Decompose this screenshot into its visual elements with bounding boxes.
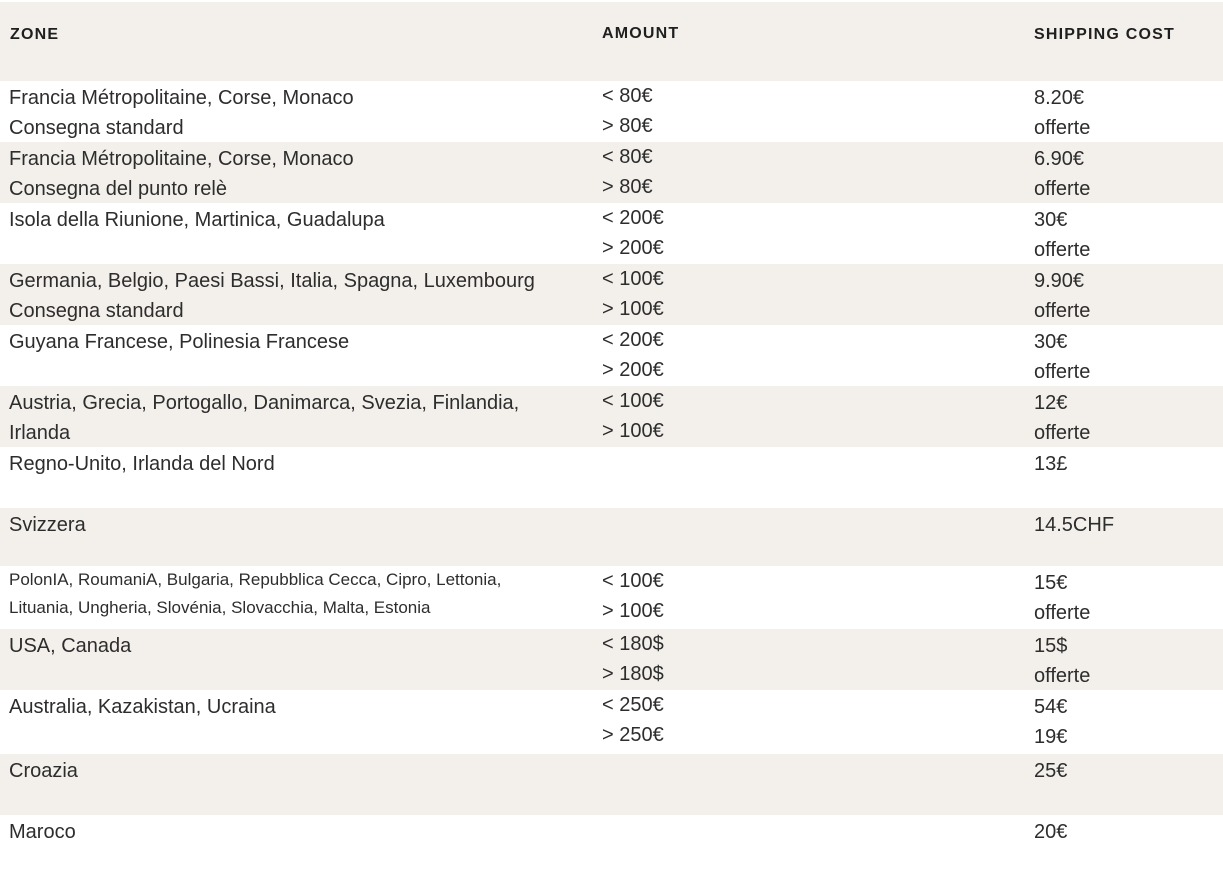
header-shipping-cost: SHIPPING COST	[1034, 26, 1175, 43]
amount-cell-line: > 250€	[602, 724, 664, 746]
amount-cell-line: > 200€	[602, 359, 664, 381]
amount-cell-line: < 200€	[602, 207, 664, 229]
zone-cell	[9, 692, 276, 722]
amount-cell	[602, 142, 653, 202]
amount-cell	[602, 264, 664, 324]
shipping-cost-cell	[1034, 83, 1090, 143]
table-row	[0, 566, 1223, 629]
amount-cell-line: < 200€	[602, 329, 664, 351]
amount-cell-line: < 80€	[602, 146, 653, 168]
shipping-cost-cell	[1034, 449, 1067, 479]
table-row	[0, 203, 1223, 264]
shipping-cost-cell-line: 15$	[1034, 635, 1068, 657]
amount-cell-line: < 180$	[602, 633, 664, 655]
shipping-cost-cell-line: offerte	[1034, 665, 1091, 687]
shipping-cost-cell-line: offerte	[1034, 178, 1091, 200]
shipping-cost-cell	[1034, 692, 1067, 752]
shipping-cost-cell-line: 25€	[1034, 760, 1068, 782]
table-row	[0, 325, 1223, 386]
zone-cell-line: PolonIA, RoumaniA, Bulgaria, Repubblica Cecca, Cipro, Lettonia,	[9, 570, 502, 589]
shipping-cost-cell-line: 19€	[1034, 726, 1068, 748]
shipping-cost-cell-line: 54€	[1034, 696, 1068, 718]
shipping-cost-cell	[1034, 266, 1090, 326]
shipping-cost-cell	[1034, 756, 1067, 786]
zone-cell-line: Isola della Riunione, Martinica, Guadalupa	[9, 209, 385, 231]
shipping-cost-cell-line: 6.90€	[1034, 148, 1085, 170]
shipping-cost-cell	[1034, 144, 1090, 204]
amount-cell	[602, 81, 653, 141]
shipping-cost-cell-line: offerte	[1034, 602, 1091, 624]
table-header	[0, 0, 1223, 81]
shipping-cost-cell	[1034, 205, 1090, 265]
table-row	[0, 629, 1223, 690]
shipping-cost-cell	[1034, 327, 1090, 387]
zone-cell-line: Francia Métropolitaine, Corse, Monaco	[9, 87, 354, 109]
shipping-cost-cell	[1034, 510, 1114, 540]
zone-cell	[9, 566, 501, 622]
table-row	[0, 508, 1223, 566]
shipping-cost-cell-line: 15€	[1034, 572, 1068, 594]
shipping-cost-cell-line: 30€	[1034, 331, 1068, 353]
table-body	[0, 81, 1223, 875]
zone-cell-line: Irlanda	[9, 422, 71, 444]
zone-cell	[9, 631, 131, 661]
amount-cell-line: > 100€	[602, 420, 664, 442]
zone-cell-line: Consegna del punto relè	[9, 178, 227, 200]
amount-cell-line: < 80€	[602, 85, 653, 107]
shipping-cost-cell-line: offerte	[1034, 300, 1091, 322]
zone-cell-line: Australia, Kazakistan, Ucraina	[9, 696, 276, 718]
shipping-cost-cell	[1034, 817, 1067, 847]
amount-cell-line: < 100€	[602, 570, 664, 592]
shipping-cost-cell-line: 8.20€	[1034, 87, 1085, 109]
shipping-cost-cell	[1034, 568, 1090, 628]
shipping-cost-cell-line: 13£	[1034, 453, 1068, 475]
zone-cell-line: Francia Métropolitaine, Corse, Monaco	[9, 148, 354, 170]
shipping-cost-cell	[1034, 388, 1090, 448]
table-row	[0, 815, 1223, 875]
amount-cell-line: < 100€	[602, 390, 664, 412]
table-row	[0, 690, 1223, 754]
shipping-cost-cell-line: 30€	[1034, 209, 1068, 231]
zone-cell	[9, 266, 535, 326]
amount-cell-line: < 250€	[602, 694, 664, 716]
zone-cell-line: Consegna standard	[9, 300, 184, 322]
amount-cell-line: < 100€	[602, 268, 664, 290]
zone-cell-line: Austria, Grecia, Portogallo, Danimarca, Svezia, Finlandia,	[9, 392, 520, 414]
shipping-cost-cell	[1034, 631, 1090, 691]
amount-cell-line: > 100€	[602, 298, 664, 320]
zone-cell-line: Svizzera	[9, 514, 86, 536]
zone-cell	[9, 388, 519, 448]
zone-cell-line: USA, Canada	[9, 635, 132, 657]
amount-cell-line: > 80€	[602, 176, 653, 198]
shipping-cost-cell-line: 20€	[1034, 821, 1068, 843]
zone-cell	[9, 144, 354, 204]
table-row	[0, 81, 1223, 142]
zone-cell-line: Maroco	[9, 821, 76, 843]
zone-cell	[9, 83, 354, 143]
amount-cell-line: > 80€	[602, 115, 653, 137]
zone-cell	[9, 510, 86, 540]
zone-cell	[9, 205, 385, 235]
table-row	[0, 264, 1223, 325]
shipping-cost-cell-line: offerte	[1034, 117, 1091, 139]
zone-cell-line: Regno-Unito, Irlanda del Nord	[9, 453, 275, 475]
shipping-cost-cell-line: 12€	[1034, 392, 1068, 414]
zone-cell-line: Germania, Belgio, Paesi Bassi, Italia, Spagna, Luxembourg	[9, 270, 535, 292]
amount-cell	[602, 629, 664, 689]
amount-cell-line: > 100€	[602, 600, 664, 622]
zone-cell	[9, 327, 349, 357]
amount-cell	[602, 386, 664, 446]
table-row	[0, 447, 1223, 508]
shipping-cost-cell-line: 9.90€	[1034, 270, 1085, 292]
amount-cell	[602, 690, 664, 750]
amount-cell	[602, 325, 664, 385]
zone-cell	[9, 756, 78, 786]
zone-cell	[9, 817, 76, 847]
amount-cell	[602, 203, 664, 263]
header-amount: AMOUNT	[602, 25, 680, 42]
table-row	[0, 142, 1223, 203]
amount-cell-line: > 200€	[602, 237, 664, 259]
amount-cell	[602, 566, 664, 626]
shipping-cost-cell-line: 14.5CHF	[1034, 514, 1115, 536]
shipping-cost-cell-line: offerte	[1034, 422, 1091, 444]
zone-cell-line: Guyana Francese, Polinesia Francese	[9, 331, 350, 353]
shipping-cost-cell-line: offerte	[1034, 361, 1091, 383]
table-row	[0, 386, 1223, 447]
zone-cell-line: Lituania, Ungheria, Slovénia, Slovacchia, Malta, Estonia	[9, 598, 431, 617]
table-row	[0, 754, 1223, 815]
zone-cell-line: Croazia	[9, 760, 78, 782]
header-zone: ZONE	[10, 26, 60, 43]
amount-cell-line: > 180$	[602, 663, 664, 685]
shipping-cost-cell-line: offerte	[1034, 239, 1091, 261]
zone-cell-line: Consegna standard	[9, 117, 184, 139]
zone-cell	[9, 449, 275, 479]
